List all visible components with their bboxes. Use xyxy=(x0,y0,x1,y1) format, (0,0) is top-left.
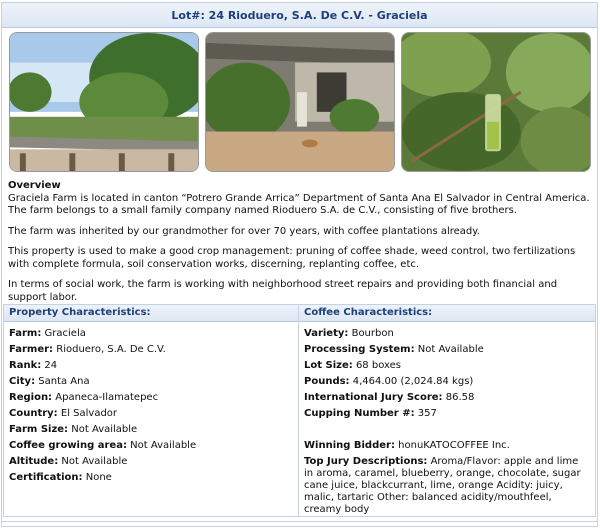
overview-paragraph: In terms of social work, the farm is working with neighborhood street repairs and providing both financial and support labor. xyxy=(8,279,558,303)
characteristics-table xyxy=(3,304,596,517)
property-row-farm-size xyxy=(9,422,293,438)
coffee-label: International Jury Score: xyxy=(304,392,443,403)
overview-paragraph: This property is used to make a good crop management: pruning of coffee shade, weed control, two fertilizations with complete formula, soil conservation works, discerning, replanting coffee, etc. xyxy=(8,246,576,270)
property-label: Certification: xyxy=(9,472,83,483)
property-label: Country: xyxy=(9,408,58,419)
coffee-row-jury-score xyxy=(304,390,590,406)
property-value: 24 xyxy=(44,360,58,371)
coffee-value: Aroma/Flavor: apple and lime in aroma, caramel, blueberry, orange, chocolate, sugar cane juice, blackcurrant, lime, orange Acidity: juicy, malic, tartaric Other: balanced acidity/mouthfeel, creamy body xyxy=(304,456,581,515)
property-label: Farm Size: xyxy=(9,424,69,435)
coffee-label: Winning Bidder: xyxy=(304,440,395,451)
property-row-country xyxy=(9,406,293,422)
coffee-row-variety xyxy=(304,326,590,342)
coffee-label: Processing System: xyxy=(304,344,415,355)
property-row-altitude xyxy=(9,454,293,470)
property-label: Rank: xyxy=(9,360,42,371)
property-label: Region: xyxy=(9,392,53,403)
coffee-value: Bourbon xyxy=(351,328,394,339)
overview-heading: Overview xyxy=(8,180,61,191)
property-label: City: xyxy=(9,376,36,387)
coffee-value: 4,464.00 (2,024.84 kgs) xyxy=(352,376,474,387)
overview-paragraph: The farm was inherited by our grandmother for over 70 years, with coffee plantations already. xyxy=(8,225,480,237)
property-label: Farm: xyxy=(9,328,42,339)
lot-title: Lot#: 24 Rioduero, S.A. De C.V. - Graciela xyxy=(2,3,597,28)
property-label: Coffee growing area: xyxy=(9,440,127,451)
property-row-city xyxy=(9,374,293,390)
property-value: Graciela xyxy=(44,328,86,339)
coffee-row-winning-bidder xyxy=(304,438,590,454)
property-value: Santa Ana xyxy=(38,376,90,387)
coffee-label: Top Jury Descriptions: xyxy=(304,456,428,467)
property-label: Altitude: xyxy=(9,456,59,467)
property-row-certification xyxy=(9,470,293,486)
coffee-value: Not Available xyxy=(417,344,484,355)
property-value: Not Available xyxy=(71,424,138,435)
property-value: Apaneca-Ilamatepec xyxy=(55,392,159,403)
coffee-row-pounds xyxy=(304,374,590,390)
coffee-label: Lot Size: xyxy=(304,360,353,371)
property-value: Rioduero, S.A. De C.V. xyxy=(56,344,166,355)
farm-photo-yard[interactable] xyxy=(205,32,395,172)
property-label: Farmer: xyxy=(9,344,54,355)
coffee-column xyxy=(299,305,595,516)
coffee-value: 357 xyxy=(417,408,437,419)
property-row-growing-area xyxy=(9,438,293,454)
property-row-region xyxy=(9,390,293,406)
coffee-heading: Coffee Characteristics: xyxy=(299,305,595,322)
overview-paragraph: Graciela Farm is located in canton “Potrero Grande Arrica” Department of Santa Ana El Salvador in Central America. The farm belongs to a small family company named Rioduero S.A. de C.V., consisting of five brothers. xyxy=(8,192,590,216)
coffee-value: 86.58 xyxy=(445,392,475,403)
farm-photo-house[interactable] xyxy=(9,32,199,172)
property-value: Not Available xyxy=(61,456,128,467)
property-value: Not Available xyxy=(130,440,197,451)
coffee-row-jury-descriptions xyxy=(304,456,590,516)
property-value: None xyxy=(85,472,112,483)
coffee-label: Pounds: xyxy=(304,376,350,387)
coffee-row-lot-size xyxy=(304,358,590,374)
coffee-label: Variety: xyxy=(304,328,349,339)
farm-photo-plants[interactable] xyxy=(401,32,591,172)
coffee-value: 68 boxes xyxy=(355,360,401,371)
property-row-rank xyxy=(9,358,293,374)
property-row-farm xyxy=(9,326,293,342)
property-value: El Salvador xyxy=(60,408,118,419)
coffee-label: Cupping Number #: xyxy=(304,408,415,419)
property-heading: Property Characteristics: xyxy=(4,305,298,322)
property-column xyxy=(4,305,299,516)
coffee-value: honuKATOCOFFEE Inc. xyxy=(398,440,510,451)
overview-section xyxy=(8,180,594,312)
coffee-row-processing xyxy=(304,342,590,358)
divider xyxy=(2,521,598,522)
property-row-farmer xyxy=(9,342,293,358)
coffee-row-cupping-number xyxy=(304,406,590,422)
